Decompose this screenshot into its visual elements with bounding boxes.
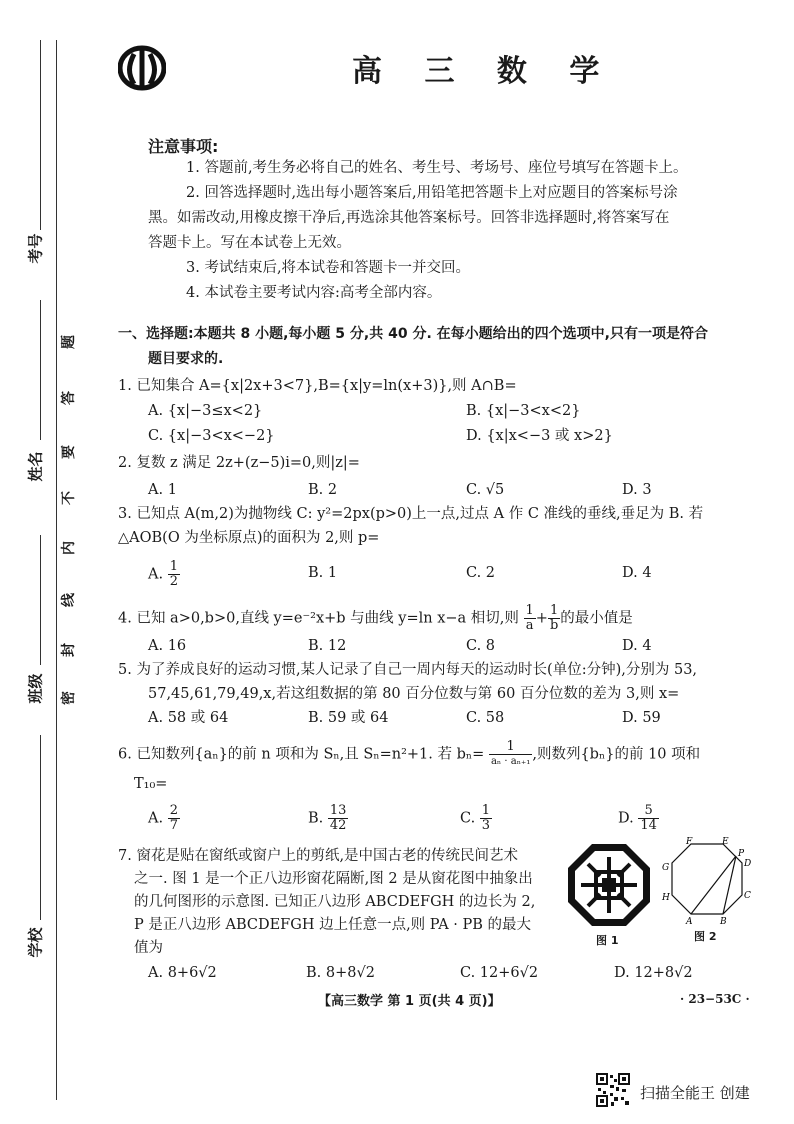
page-footer: 【高三数学 第 1 页(共 4 页)】 — [318, 994, 501, 1009]
fraction — [168, 804, 180, 833]
seal-char: 答 — [61, 391, 77, 405]
qr-code-icon — [596, 1073, 630, 1107]
question-2-stem: 2. 复数 z 满足 2z+(z−5)i=0,则|z|= — [118, 455, 360, 471]
notice-line: 4. 本试卷主要考试内容:高考全部内容。 — [186, 285, 442, 301]
fraction — [524, 604, 536, 633]
q5-option-b: B. 59 或 64 — [308, 710, 389, 726]
exam-no-line — [40, 40, 41, 230]
q3-option-a — [148, 560, 180, 589]
name-line — [40, 300, 41, 440]
q4-stem-tail: 的最小值是 — [560, 610, 633, 627]
q1-option-b: B. {x|−3<x<2} — [466, 403, 581, 419]
question-7-line: 之一. 图 1 是一个正八边形窗花隔断,图 2 是从窗花图中抽象出 — [134, 871, 533, 887]
q3-option-b: B. 1 — [308, 565, 338, 581]
question-6-stem-cont: T₁₀= — [134, 776, 168, 792]
q5-option-d: D. 59 — [622, 710, 661, 726]
fraction-den: aₙ · aₙ₊₁ — [490, 756, 531, 767]
q3-option-d: D. 4 — [622, 565, 652, 581]
q7-option-c: C. 12+6√2 — [460, 965, 539, 981]
q6-stem-tail: ,则数列{bₙ}的前 10 项和 — [532, 746, 701, 763]
q1-option-d: D. {x|x<−3 或 x>2} — [466, 428, 613, 444]
question-3-stem: 3. 已知点 A(m,2)为抛物线 C: y²=2px(p>0)上一点,过点 A 作 C 准线的垂线,垂足为 B. 若 — [118, 506, 704, 522]
q6-option-c — [460, 804, 492, 833]
question-7-line: 7. 窗花是贴在窗纸或窗户上的剪纸,是中国古老的传统民间艺术 — [118, 848, 519, 864]
exam-code: · 23−53C · — [680, 992, 750, 1006]
seal-char: 封 — [61, 643, 77, 657]
fraction — [548, 604, 560, 633]
question-7-line: 值为 — [134, 940, 163, 956]
fraction-num: 13 — [329, 803, 347, 818]
seal-char: 内 — [61, 541, 77, 555]
fraction — [638, 804, 659, 833]
question-4-stem — [118, 604, 633, 633]
fraction-den: b — [549, 618, 559, 633]
fraction — [168, 560, 180, 589]
q3-option-c: C. 2 — [466, 565, 496, 581]
plus-sign: + — [535, 610, 548, 627]
q2-option-b: B. 2 — [308, 482, 338, 498]
question-1-stem: 1. 已知集合 A={x|2x+3<7},B={x|y=ln(x+3)},则 A∩B= — [118, 378, 517, 394]
fraction-num: 1 — [548, 604, 560, 619]
fraction-den: 7 — [169, 818, 178, 833]
fig2-label-h: H — [662, 893, 670, 903]
question-6-stem — [118, 740, 700, 769]
q6-option-b-prefix: B. — [308, 810, 324, 827]
q5-option-a: A. 58 或 64 — [148, 710, 229, 726]
notice-line: 答题卡上。写在本试卷上无效。 — [148, 235, 351, 251]
fraction-den: 2 — [169, 574, 178, 589]
q1-option-c: C. {x|−3<x<−2} — [148, 428, 275, 444]
fraction-num: 1 — [169, 559, 178, 574]
q7-option-b: B. 8+8√2 — [306, 965, 375, 981]
q6-option-a — [148, 804, 180, 833]
fig2-label-f: F — [686, 837, 693, 847]
figure-2-caption: 图 2 — [694, 930, 717, 943]
q2-option-d: D. 3 — [622, 482, 652, 498]
notice-line: 2. 回答选择题时,选出每小题答案后,用铅笔把答题卡上对应题目的答案标号涂 — [186, 185, 678, 201]
fig2-label-e: E — [722, 837, 729, 847]
class-label: 班级 — [26, 673, 45, 704]
fig2-label-b: B — [720, 917, 727, 926]
stylized-logo-icon — [118, 44, 166, 92]
question-7-line: P 是正八边形 ABCDEFGH 边上任意一点,则 PA · PB 的最大 — [134, 917, 532, 933]
q2-option-a: A. 1 — [148, 482, 177, 498]
q1-option-a: A. {x|−3≤x<2} — [148, 403, 263, 419]
question-5-stem: 5. 为了养成良好的运动习惯,某人记录了自己一周内每天的运动时长(单位:分钟),分别为 53, — [118, 662, 698, 678]
fraction-num: 2 — [169, 803, 178, 818]
question-3-stem-cont: △AOB(O 为坐标原点)的面积为 2,则 p= — [118, 530, 380, 546]
fraction-den: 14 — [640, 818, 657, 833]
q4-option-a: A. 16 — [148, 638, 187, 654]
seal-char: 密 — [61, 691, 77, 705]
q6-option-a-prefix: A. — [148, 810, 164, 827]
q3-option-a-prefix: A. — [148, 566, 164, 583]
q7-option-d: D. 12+8√2 — [614, 965, 693, 981]
notice-line: 1. 答题前,考生务必将自己的姓名、考生号、考场号、座位号填写在答题卡上。 — [186, 160, 688, 176]
section-heading: 一、选择题:本题共 8 小题,每小题 5 分,共 40 分. 在每小题给出的四个选项中,只有一项是符合 — [118, 326, 708, 342]
school-label: 学校 — [26, 927, 45, 958]
school-line — [40, 735, 41, 920]
notice-line: 黑。如需改动,用橡皮擦干净后,再选涂其他答案标号。回答非选择题时,将答案写在 — [148, 210, 670, 226]
figure-2-octagon-diagram — [660, 836, 754, 926]
q2-option-c: C. √5 — [466, 482, 505, 498]
fraction — [489, 740, 532, 769]
q6-stem-text: 6. 已知数列{aₙ}的前 n 项和为 Sₙ,且 Sₙ=n²+1. 若 bₙ= — [118, 746, 485, 763]
seal-char: 题 — [61, 335, 77, 349]
figure-1-window-flower — [566, 842, 652, 928]
q6-option-c-prefix: C. — [460, 810, 476, 827]
fraction-num: 1 — [525, 603, 534, 618]
name-label: 姓名 — [26, 451, 45, 482]
notice-line: 3. 考试结束后,将本试卷和答题卡一并交回。 — [186, 260, 471, 276]
figure-1-caption: 图 1 — [596, 934, 619, 947]
fig2-label-d: D — [744, 859, 752, 869]
q4-option-d: D. 4 — [622, 638, 652, 654]
page-title: 高 三 数 学 — [352, 54, 616, 89]
fraction-den: 42 — [329, 818, 347, 833]
fraction-den: a — [525, 618, 534, 633]
exam-no-label: 考号 — [26, 233, 45, 264]
fraction-num: 5 — [638, 804, 659, 819]
fraction-num: 1 — [489, 740, 532, 755]
q4-option-b: B. 12 — [308, 638, 347, 654]
question-5-stem-cont: 57,45,61,79,49,x,若这组数据的第 80 百分位数与第 60 百分位数的差为 3,则 x= — [148, 686, 680, 702]
seal-char: 要 — [61, 445, 77, 459]
q6-option-d-prefix: D. — [618, 810, 634, 827]
fraction — [328, 804, 349, 833]
fig2-label-p: P — [738, 849, 745, 859]
binding-margin-rule — [56, 40, 57, 1100]
seal-char: 线 — [61, 593, 77, 607]
q4-stem-text: 4. 已知 a>0,b>0,直线 y=e⁻²x+b 与曲线 y=ln x−a 相切,则 — [118, 610, 519, 627]
q5-option-c: C. 58 — [466, 710, 505, 726]
fig2-label-g: G — [662, 863, 670, 873]
scanner-watermark: 扫描全能王 创建 — [640, 1084, 750, 1102]
fig2-label-c: C — [744, 891, 751, 901]
section-heading-cont: 题目要求的. — [148, 351, 224, 367]
q7-option-a: A. 8+6√2 — [148, 965, 217, 981]
seal-char: 不 — [61, 491, 77, 505]
q6-option-d — [618, 804, 659, 833]
q4-option-c: C. 8 — [466, 638, 496, 654]
notice-title: 注意事项: — [148, 137, 219, 156]
fig2-label-a: A — [686, 917, 693, 926]
fraction — [480, 804, 492, 833]
fraction-den: 3 — [481, 818, 491, 833]
fraction-num: 1 — [481, 803, 491, 818]
q6-option-b — [308, 804, 348, 833]
class-line — [40, 535, 41, 665]
question-7-line: 的几何图形的示意图. 已知正八边形 ABCDEFGH 的边长为 2, — [134, 894, 536, 910]
